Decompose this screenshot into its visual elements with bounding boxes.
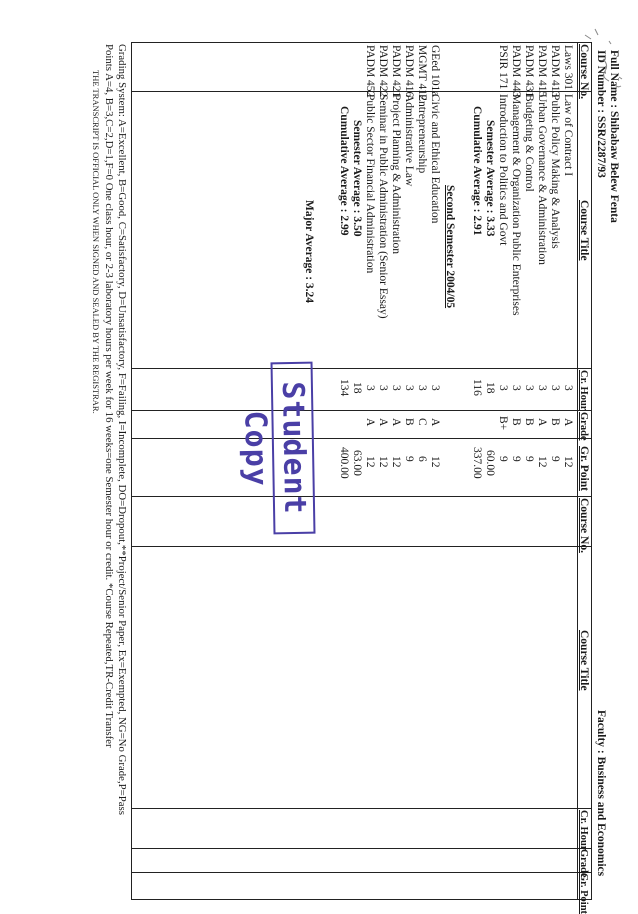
cumulative-cr-1: 116 <box>471 379 483 396</box>
semester-cr-1: 18 <box>484 382 496 394</box>
cumulative-cr-2: 134 <box>338 379 350 397</box>
cumulative-average-1: Cumulative Average : 2.91 <box>471 106 483 236</box>
semester-average-1: Semester Average : 3.33 <box>484 120 496 237</box>
semester-average-2: Semester Average : 3.50 <box>351 120 363 237</box>
col-line <box>132 848 592 849</box>
col-header-gr-point-right: Gr. Point <box>578 873 589 914</box>
col-header-course-no: Course No. <box>578 44 590 99</box>
col-line <box>132 899 592 900</box>
col-header-grade: Grade <box>578 412 589 441</box>
col-line <box>132 546 592 547</box>
col-header-grade-right: Grade <box>578 849 589 878</box>
id-number: ID Number : SSR/2287/93 <box>595 50 607 178</box>
student-copy-stamp: Student Copy <box>271 362 316 535</box>
cumulative-gp-2: 400.00 <box>338 447 350 479</box>
full-name: Full Name : Shibabaw Belew Fenta <box>608 50 620 223</box>
col-header-gr-point: Gr. Point <box>578 446 590 491</box>
table-top-border <box>591 42 592 900</box>
second-semester-heading: Second Semester 2004/05 <box>444 185 456 309</box>
col-line <box>132 42 592 43</box>
col-header-course-title-right: Course Title <box>578 630 590 691</box>
faculty: Faculty : Business and Economics <box>595 710 607 877</box>
col-line <box>132 808 592 809</box>
col-line <box>132 872 592 873</box>
semester-gp-1: 60.00 <box>484 450 496 476</box>
table-bottom-border <box>131 42 132 900</box>
semester-cr-2: 18 <box>351 382 363 394</box>
col-line <box>132 438 592 439</box>
col-header-course-no-right: Course No. <box>578 498 590 553</box>
grading-system-note: Grading System: A=Excellent, B=Good, C=Satisfactory, D=Unsatisfactory, F=Failing, I=Incomplete, DO=Dropout,**Project/Senior Paper, Ex=Exempted, NG=No Grade,P=Pass <box>116 44 128 815</box>
col-line <box>132 496 592 497</box>
pencil-mark-icon <box>575 25 635 105</box>
cumulative-average-2: Cumulative Average : 2.99 <box>338 106 350 236</box>
col-line <box>132 368 592 369</box>
col-header-cr-hour: Cr. Hour <box>578 370 589 411</box>
grade-points-note: Points A=4, B=3,C=2,D=1,F=0 One class hour, or 2-3 laboratory hours per week for 16 weeks=one Semester hour or credit. *Course Repeated,TR-Credit Transfer <box>103 44 115 748</box>
col-header-cr-hour-right: Cr. Hour <box>578 810 589 851</box>
col-line <box>132 410 592 411</box>
official-notice: THE TRANSCRIPT IS OFFICIAL ONLY WHEN SIGNED AND SEALED BY THE REGISTRAR. <box>91 70 101 414</box>
cumulative-gp-1: 337.00 <box>471 447 483 479</box>
semester-gp-2: 63.00 <box>351 450 363 476</box>
major-average: Major Average : 3.24 <box>303 200 315 304</box>
col-header-course-title: Course Title <box>578 200 590 261</box>
transcript-sheet: Full Name : Shibabaw Belew Fenta ID Number : SSR/2287/93 Faculty : Business and Economics Course No. Course Title Cr. Hour Grade Gr. Point Course No. Course Title Cr. Hour Grade Gr. Point Laws 301 Law of Contract I 3 A 12 PADM 413 Public Policy Making & Analysis 3 B 9 PADM 415 Urban Governance & Administration 3 A 12 PADM 431 Budgeting & Control 3 B 9 PADM 443 Management & Organization Public Enterprises 3 B 9 PSIR 171 Introduction to Politics and Govt 3 B+ 9 Semester Average : 3.33 18 60.00 Cumulative Average : 2.91 116 337.00 Second Semester 2004/05 GEed 101a Civic and Ethical Education 3 A 12 MGMT 412 Entrepreneurship 3 C 6 PADM 416 Administrative Law 3 B 9 PADM 421 Project Planning & Administration 3 A 12 PADM 422 Seminar in Public Administration (Senior Essay) 3 A 12 PADM 452 Public Sector Financial Administration 3 A 12 Semester Average : 3.50 18 63.00 Cumulative Average : 2.99 134 400.00 Major Average : 3.24 Student Copy Grading System: A=Excellent, B=Good, C=Satisfactory, D=Unsatisfactory, F=Failing, I=Incomplete, DO=Dropout,**Project/Senior Paper, Ex=Exempted, NG=No Grade,P=Pass Points A=4, B=3,C=2,D=1,F=0 One class hour, or 2-3 laboratory hours per week for 16 weeks=one Semester hour or credit. *Course Repeated,TR-Credit Transfer THE TRANSCRIPT IS OFFICIAL ONLY WHEN SIGNED AND SEALED BY THE REGISTRAR. <box>91 44 620 914</box>
